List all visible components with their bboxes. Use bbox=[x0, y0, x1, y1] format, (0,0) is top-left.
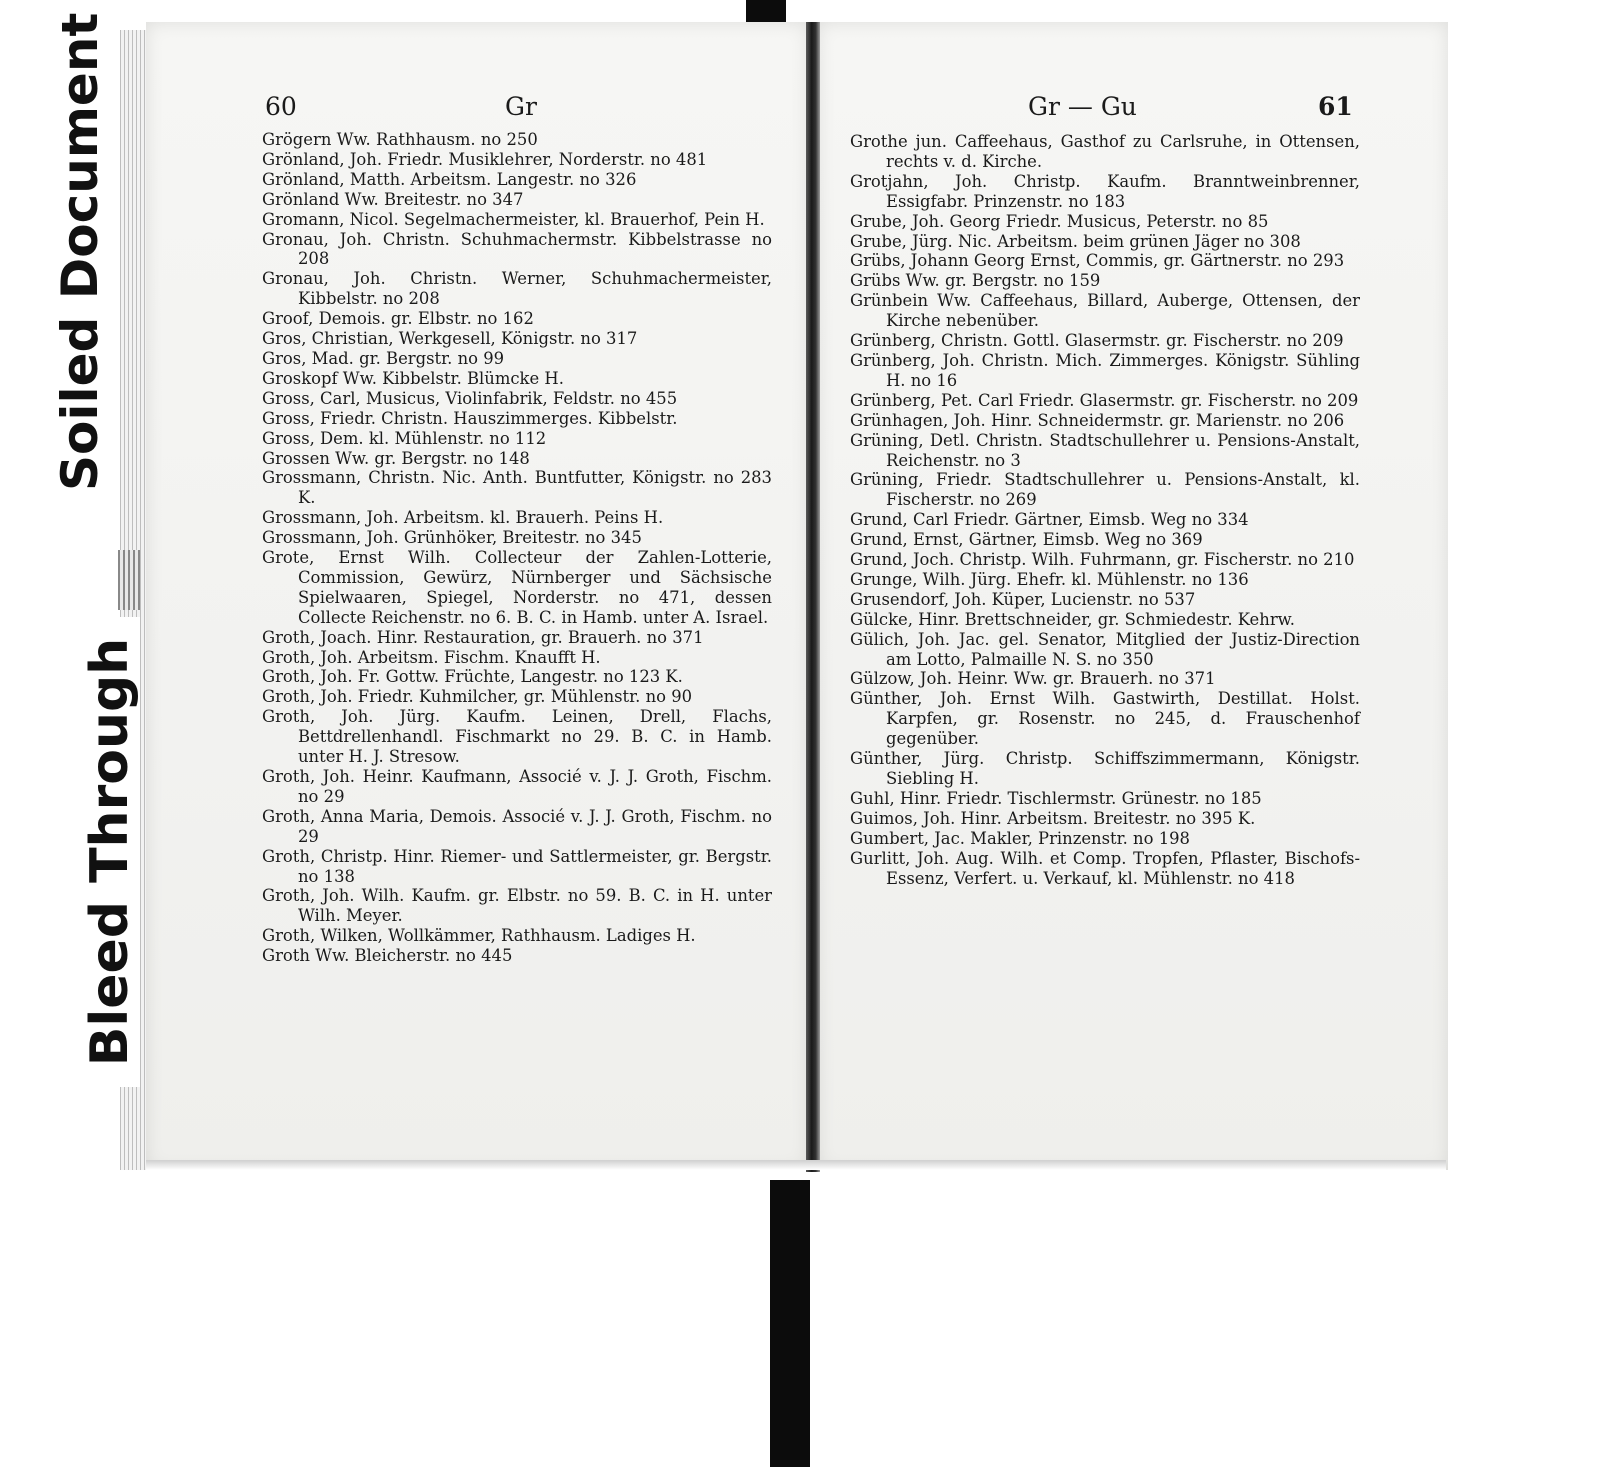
directory-entry: Groth, Joh. Jürg. Kaufm. Leinen, Drell, Flachs, Bettdrellenhandl. Fischmarkt no 29. B. C. in Hamb. unter H. J. Stresow. bbox=[262, 707, 772, 767]
directory-entry: Grossen Ww. gr. Bergstr. no 148 bbox=[262, 448, 530, 468]
directory-entry: Grönland, Joh. Friedr. Musiklehrer, Norderstr. no 481 bbox=[262, 149, 708, 169]
directory-entry: Grünhagen, Joh. Hinr. Schneidermstr. gr. Marienstr. no 206 bbox=[850, 410, 1345, 430]
right-running-head: Gr — Gu bbox=[1028, 92, 1137, 121]
directory-entry: Groth, Joach. Hinr. Restauration, gr. Brauerh. no 371 bbox=[262, 627, 704, 647]
directory-entry: Groth, Joh. Fr. Gottw. Früchte, Langestr. no 123 K. bbox=[262, 667, 683, 687]
directory-entry: Grote, Ernst Wilh. Collecteur der Zahlen-Lotterie, Commission, Gewürz, Nürnberger und Sächsische Spielwaaren, Spiegel, Norderstr. no 471, dessen Collecte Reichenstr. no 6. B. C. in Hamb. unter A. Israel. bbox=[262, 548, 772, 627]
directory-entry: Grübs, Johann Georg Ernst, Commis, gr. Gärtnerstr. no 293 bbox=[850, 251, 1345, 271]
directory-entry: Grünberg, Christn. Gottl. Glasermstr. gr. Fischerstr. no 209 bbox=[850, 331, 1344, 351]
directory-entry: Gros, Mad. gr. Bergstr. no 99 bbox=[262, 348, 505, 368]
directory-entry: Guimos, Joh. Hinr. Arbeitsm. Breitestr. no 395 K. bbox=[850, 808, 1256, 828]
directory-entry: Groth, Anna Maria, Demois. Associé v. J. J. Groth, Fischm. no 29 bbox=[262, 806, 772, 846]
left-entries-list bbox=[262, 130, 772, 966]
directory-entry: Gronau, Joh. Christn. Schuhmachermstr. Kibbelstrasse no 208 bbox=[262, 229, 772, 269]
directory-entry: Grögern Ww. Rathhausm. no 250 bbox=[262, 130, 538, 149]
page-bottom-shadow bbox=[146, 1160, 1446, 1170]
directory-entry: Groth Ww. Bleicherstr. no 445 bbox=[262, 946, 513, 966]
directory-entry: Grönland, Matth. Arbeitsm. Langestr. no 326 bbox=[262, 169, 637, 189]
directory-entry: Grothe jun. Caffeehaus, Gasthof zu Carlsruhe, in Ottensen, rechts v. d. Kirche. bbox=[850, 132, 1360, 171]
directory-entry: Gülcke, Hinr. Brettschneider, gr. Schmiedestr. Kehrw. bbox=[850, 609, 1295, 629]
directory-entry: Grossmann, Joh. Grünhöker, Breitestr. no 345 bbox=[262, 528, 642, 548]
book-spine bbox=[806, 22, 820, 1172]
directory-entry: Groskopf Ww. Kibbelstr. Blümcke H. bbox=[262, 368, 564, 388]
directory-entry: Gross, Carl, Musicus, Violinfabrik, Feldstr. no 455 bbox=[262, 388, 678, 408]
directory-entry: Groth, Joh. Arbeitsm. Fischm. Knaufft H. bbox=[262, 647, 601, 667]
directory-entry: Groof, Demois. gr. Elbstr. no 162 bbox=[262, 309, 534, 329]
page-edge-notch bbox=[118, 550, 140, 610]
directory-entry: Grund, Ernst, Gärtner, Eimsb. Weg no 369 bbox=[850, 530, 1203, 550]
directory-entry: Groth, Wilken, Wollkämmer, Rathhausm. Ladiges H. bbox=[262, 926, 696, 946]
right-entries-list bbox=[850, 132, 1360, 888]
directory-entry: Günther, Joh. Ernst Wilh. Gastwirth, Destillat. Holst. Karpfen, gr. Rosenstr. no 245, d. Frauschenhof gegenüber. bbox=[850, 689, 1360, 749]
directory-entry: Gronau, Joh. Christn. Werner, Schuhmachermeister, Kibbelstr. no 208 bbox=[262, 269, 772, 309]
directory-entry: Gromann, Nicol. Segelmachermeister, kl. Brauerhof, Pein H. bbox=[262, 209, 765, 229]
directory-entry: Grunge, Wilh. Jürg. Ehefr. kl. Mühlenstr. no 136 bbox=[850, 569, 1249, 589]
bleed-through-label: Bleed Through bbox=[80, 617, 140, 1087]
directory-entry: Grüning, Detl. Christn. Stadtschullehrer u. Pensions-Anstalt, Reichenstr. no 3 bbox=[850, 430, 1360, 470]
directory-entry: Gülich, Joh. Jac. gel. Senator, Mitglied der Justiz-Direction am Lotto, Palmaille N. S. no 350 bbox=[850, 629, 1360, 669]
directory-entry: Grüning, Friedr. Stadtschullehrer u. Pensions-Anstalt, kl. Fischerstr. no 269 bbox=[850, 470, 1360, 510]
directory-entry: Grund, Joch. Christp. Wilh. Fuhrmann, gr. Fischerstr. no 210 bbox=[850, 550, 1355, 570]
directory-entry: Grünberg, Pet. Carl Friedr. Glasermstr. gr. Fischerstr. no 209 bbox=[850, 390, 1359, 410]
directory-entry: Günther, Jürg. Christp. Schiffszimmermann, Königstr. Siebling H. bbox=[850, 749, 1360, 788]
directory-entry: Guhl, Hinr. Friedr. Tischlermstr. Grünestr. no 185 bbox=[850, 788, 1262, 808]
directory-entry: Groth, Joh. Friedr. Kuhmilcher, gr. Mühlenstr. no 90 bbox=[262, 687, 693, 707]
film-tab-bottom bbox=[770, 1180, 810, 1467]
left-running-head: Gr bbox=[505, 92, 537, 121]
directory-entry: Grossmann, Christn. Nic. Anth. Buntfutter, Königstr. no 283 K. bbox=[262, 468, 772, 508]
directory-entry: Gros, Christian, Werkgesell, Königstr. no 317 bbox=[262, 329, 638, 349]
directory-entry: Grossmann, Joh. Arbeitsm. kl. Brauerh. Peins H. bbox=[262, 508, 664, 528]
right-page-number: 61 bbox=[1318, 92, 1353, 121]
directory-entry: Grube, Joh. Georg Friedr. Musicus, Peterstr. no 85 bbox=[850, 211, 1269, 231]
directory-entry: Groth, Joh. Wilh. Kaufm. gr. Elbstr. no 59. B. C. in H. unter Wilh. Meyer. bbox=[262, 886, 772, 926]
directory-entry: Grünberg, Joh. Christn. Mich. Zimmerges. Königstr. Sühling H. no 16 bbox=[850, 350, 1360, 390]
directory-entry: Gurlitt, Joh. Aug. Wilh. et Comp. Tropfen, Pflaster, Bischofs-Essenz, Verfert. u. Verkauf, kl. Mühlenstr. no 418 bbox=[850, 848, 1360, 888]
directory-entry: Gumbert, Jac. Makler, Prinzenstr. no 198 bbox=[850, 828, 1190, 848]
directory-entry: Grübs Ww. gr. Bergstr. no 159 bbox=[850, 271, 1101, 291]
directory-entry: Gülzow, Joh. Heinr. Ww. gr. Brauerh. no 371 bbox=[850, 669, 1216, 689]
directory-entry: Groth, Joh. Heinr. Kaufmann, Associé v. J. J. Groth, Fischm. no 29 bbox=[262, 767, 772, 806]
directory-entry: Grönland Ww. Breitestr. no 347 bbox=[262, 189, 524, 209]
left-page-number: 60 bbox=[265, 92, 297, 121]
soiled-document-label: Soiled Document bbox=[51, 12, 109, 491]
directory-entry: Gross, Friedr. Christn. Hauszimmerges. Kibbelstr. bbox=[262, 408, 678, 428]
directory-entry: Grusendorf, Joh. Küper, Lucienstr. no 537 bbox=[850, 589, 1196, 609]
directory-entry: Grünbein Ww. Caffeehaus, Billard, Auberge, Ottensen, der Kirche nebenüber. bbox=[850, 291, 1360, 331]
directory-entry: Grube, Jürg. Nic. Arbeitsm. beim grünen Jäger no 308 bbox=[850, 231, 1301, 251]
directory-entry: Groth, Christp. Hinr. Riemer- und Sattlermeister, gr. Bergstr. no 138 bbox=[262, 846, 772, 886]
directory-entry: Grotjahn, Joh. Christp. Kaufm. Branntweinbrenner, Essigfabr. Prinzenstr. no 183 bbox=[850, 171, 1360, 211]
directory-entry: Grund, Carl Friedr. Gärtner, Eimsb. Weg no 334 bbox=[850, 510, 1249, 530]
directory-entry: Gross, Dem. kl. Mühlenstr. no 112 bbox=[262, 428, 547, 448]
